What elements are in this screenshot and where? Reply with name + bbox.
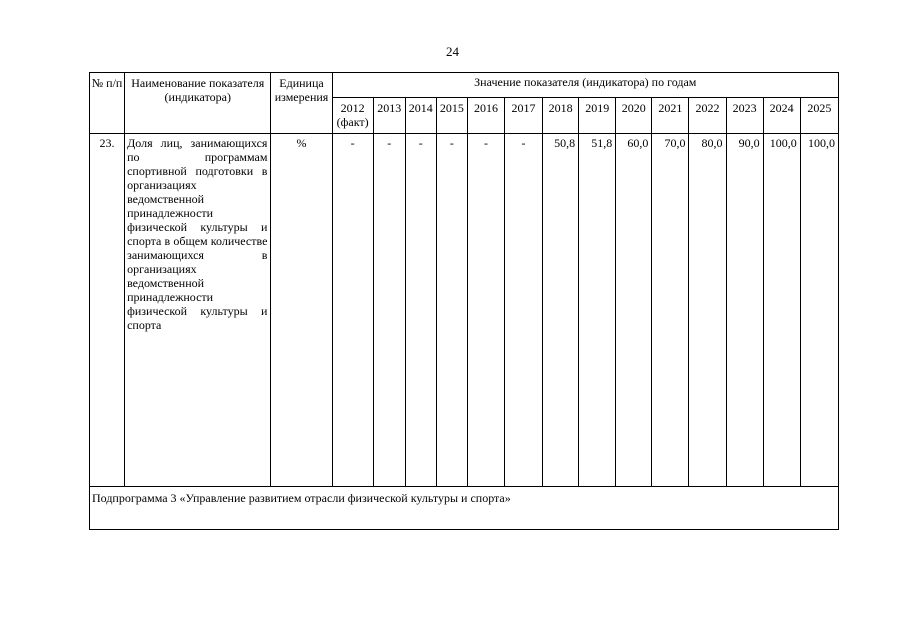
subprogram-row (90, 487, 839, 530)
value-2013: - (373, 134, 405, 487)
header-row (90, 73, 839, 98)
indicators-table (89, 72, 839, 530)
year-2023: 2023 (726, 98, 763, 134)
value-2025: 100,0 (800, 134, 838, 487)
value-2012: - (332, 134, 373, 487)
header-no: № п/п (90, 73, 125, 134)
value-2016: - (467, 134, 504, 487)
year-2017: 2017 (505, 98, 543, 134)
header-name: Наименование показателя (индикатора) (125, 73, 271, 134)
year-2018: 2018 (543, 98, 579, 134)
year-2016: 2016 (467, 98, 504, 134)
value-2019: 51,8 (579, 134, 616, 487)
indicator-name: Доля лиц, занимающихся по программам спортивной подготовки в организациях ведомственной принадлежности физической культуры и спорта в общем количестве занимающихся в организациях ведомственной принадлежности физической культуры и спорта (125, 134, 271, 487)
value-2020: 60,0 (616, 134, 652, 487)
value-2015: - (436, 134, 467, 487)
value-2018: 50,8 (543, 134, 579, 487)
year-2022: 2022 (689, 98, 726, 134)
year-2012: 2012 (факт) (332, 98, 373, 134)
year-2015: 2015 (436, 98, 467, 134)
subprogram-title: Подпрограмма 3 «Управление развитием отрасли физической культуры и спорта» (90, 487, 839, 530)
row-number: 23. (90, 134, 125, 487)
table-row (90, 134, 839, 487)
year-2020: 2020 (616, 98, 652, 134)
year-2013: 2013 (373, 98, 405, 134)
indicator-unit: % (271, 134, 332, 487)
value-2023: 90,0 (726, 134, 763, 487)
value-2014: - (405, 134, 436, 487)
year-2024: 2024 (763, 98, 800, 134)
value-2024: 100,0 (763, 134, 800, 487)
value-2021: 70,0 (652, 134, 689, 487)
value-2022: 80,0 (689, 134, 726, 487)
page-number: 24 (446, 44, 459, 59)
year-2014: 2014 (405, 98, 436, 134)
value-2017: - (505, 134, 543, 487)
year-2025: 2025 (800, 98, 838, 134)
year-2021: 2021 (652, 98, 689, 134)
year-2019: 2019 (579, 98, 616, 134)
header-unit: Единица измерения (271, 73, 332, 134)
header-values-by-year: Значение показателя (индикатора) по годам (332, 73, 838, 98)
